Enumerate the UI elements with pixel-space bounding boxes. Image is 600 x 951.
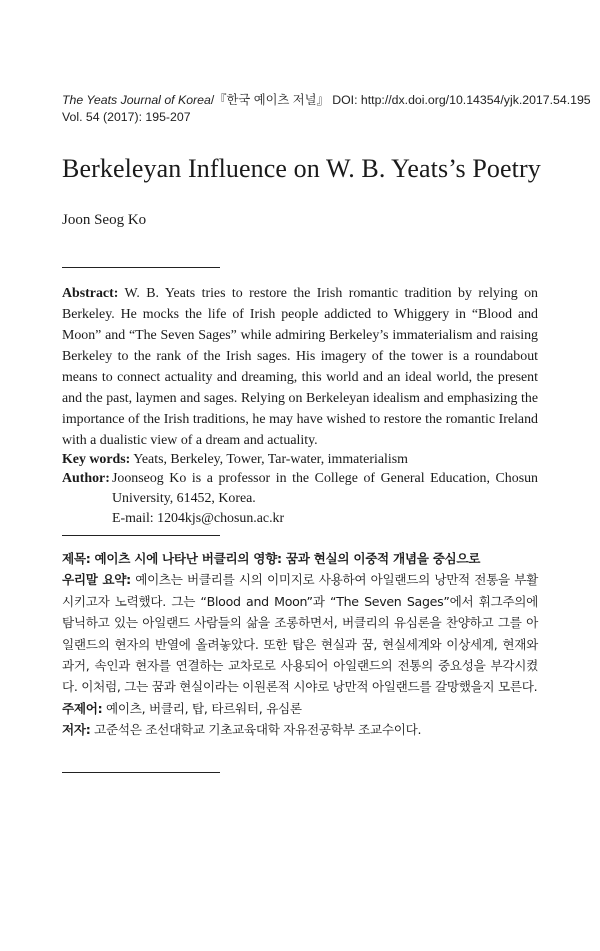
- korean-journal-name: /『한국 예이츠 저널』: [210, 93, 329, 107]
- abstract: [62, 283, 538, 451]
- korean-author-label: 저자:: [62, 722, 91, 738]
- journal-name: The Yeats Journal of Korea: [62, 93, 211, 107]
- journal-header: [62, 92, 591, 126]
- divider-top: [62, 267, 220, 268]
- abstract-label: Abstract:: [62, 286, 119, 301]
- korean-title: 제목: 예이츠 시에 나타난 버클리의 영향: 꿈과 현실의 이중적 개념을 중심으로: [62, 551, 481, 566]
- korean-author-text: 고준석은 조선대학교 기초교육대학 자유전공학부 조교수이다.: [90, 722, 422, 738]
- korean-keywords-text: 예이츠, 버클리, 탑, 타르워터, 유심론: [102, 700, 302, 716]
- korean-abstract: [62, 548, 538, 741]
- paper-title: Berkeleyan Influence on W. B. Yeats’s Poetry: [62, 154, 541, 183]
- divider-bottom: [62, 772, 220, 773]
- author-label: Author:: [62, 471, 110, 486]
- keywords: [62, 449, 538, 470]
- citation-line: [62, 92, 591, 109]
- abstract-text: W. B. Yeats tries to restore the Irish romantic tradition by relying on Berkeley. He mocks the life of Irish people addicted to Whiggery in “Blood and Moon” and “The Seven Sages” while admiring Berkeley’s immaterialism and raising Berkeley to the rank of the Irish sages. His imagery of the tower is a roundabout means to connect actuality and dreaming, this world and an ideal world, the present and the past, laymen and sages. Relying on Berkeleyan idealism and emphasizing the importance of the Irish traditions, he may have wished to restore the romantic Ireland with a dualistic view of a dream and actuality.: [62, 286, 538, 448]
- korean-summary-label: 우리말 요약:: [62, 572, 131, 588]
- author-email: E-mail: 1204kjs@chosun.ac.kr: [112, 511, 285, 526]
- author-name: Joon Seog Ko: [62, 212, 147, 228]
- doi: DOI: http://dx.doi.org/10.14354/yjk.2017.54.195: [328, 93, 591, 107]
- divider-middle: [62, 535, 220, 536]
- keywords-label: Key words:: [62, 452, 131, 467]
- korean-keywords-label: 주제어:: [62, 700, 103, 716]
- volume-info: Vol. 54 (2017): 195-207: [62, 110, 191, 124]
- author-info: [62, 469, 538, 529]
- author-description: Joonseog Ko is a professor in the College of General Education, Chosun University, 61452, Korea.: [112, 471, 538, 506]
- korean-summary-text: 예이츠는 버클리를 시의 이미지로 사용하여 아일랜드의 낭만적 전통을 부활시키고자 노력했다. 그는 “Blood and Moon”과 “The Seven Sages”에서 휘그주의에 탐닉하고 있는 아일랜드 사람들의 삶을 조롱하면서, 버클리의 유심론을 찬양하고 그를 아일랜드의 현자의 반열에 올려놓았다. 또한 탑은 현실과 꿈, 현실세계와 이상세계, 현재와 과거, 속인과 현자를 연결하는 교차로로 사용되어 아일랜드의 전통의 중요성을 부각시켰다. 이처럼, 그는 꿈과 현실이라는 이원론적 시야로 낭만적 아일랜드를 갈망했을지 모른다.: [62, 572, 538, 695]
- keywords-text: Yeats, Berkeley, Tower, Tar-water, immaterialism: [130, 452, 408, 467]
